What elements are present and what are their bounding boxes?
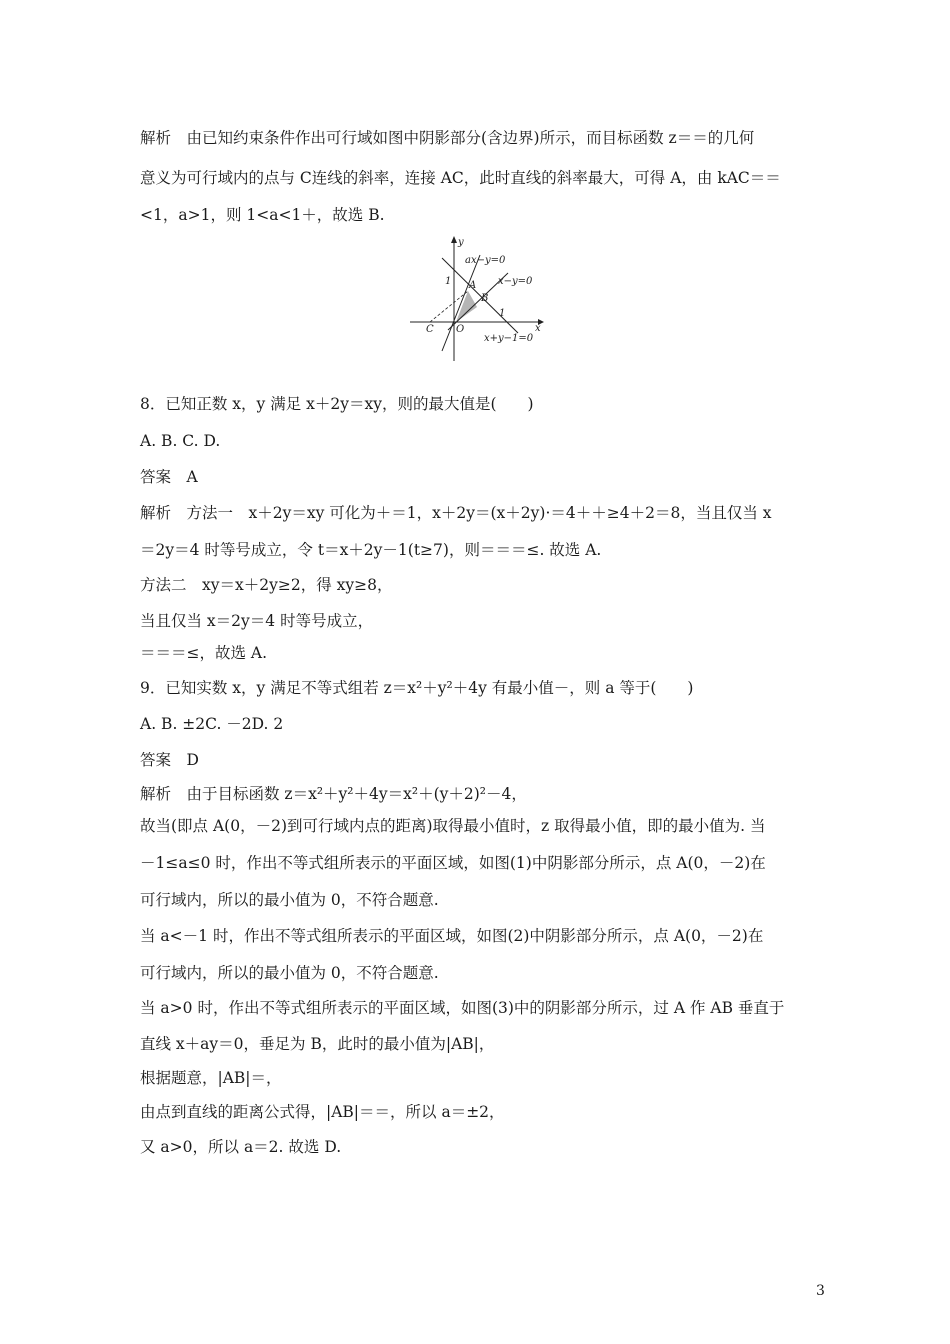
text-line: 根据题意，|AB|＝， <box>140 1069 282 1087</box>
figure-label: B <box>481 293 489 304</box>
page-number: 3 <box>816 1283 825 1299</box>
text-line: ＝2y＝4 时等号成立，令 t＝x＋2y－1(t≥7)，则＝＝＝≤. 故选 A. <box>140 541 602 559</box>
figure-label: x+y−1=0 <box>484 333 534 344</box>
figure-label: x−y=0 <box>498 276 533 287</box>
text-line: 可行域内，所以的最小值为 0，不符合题意. <box>140 964 439 982</box>
text-line: 可行域内，所以的最小值为 0，不符合题意. <box>140 891 439 909</box>
text-line: 由点到直线的距离公式得，|AB|＝＝，所以 a＝±2， <box>140 1103 505 1121</box>
text-line: 9．已知实数 x，y 满足不等式组若 z＝x²＋y²＋4y 有最小值－，则 a 等于( ) <box>140 679 694 697</box>
text-line: 当且仅当 x＝2y＝4 时等号成立， <box>140 612 374 630</box>
text-line: 解析 由已知约束条件作出可行域如图中阴影部分(含边界)所示，而目标函数 z＝＝的几何 <box>140 129 755 147</box>
text-line: 8．已知正数 x，y 满足 x＋2y＝xy，则的最大值是( ) <box>140 395 534 413</box>
figure-label: C <box>426 324 434 335</box>
figure-label: A <box>469 280 477 291</box>
text-line: 方法二 xy＝x＋2y≥2，得 xy≥8， <box>140 576 393 594</box>
text-line: 又 a>0，所以 a＝2. 故选 D. <box>140 1138 342 1156</box>
text-line: 答案 D <box>140 751 199 769</box>
text-line: ＝＝＝≤，故选 A. <box>140 644 268 662</box>
figure-label: 1 <box>445 276 452 287</box>
figure-label: 1 <box>499 308 506 319</box>
text-line: <1，a>1，则 1<a<1＋，故选 B. <box>140 206 385 224</box>
text-line: A. B. ±2C. －2D. 2 <box>140 715 284 733</box>
figure-label: x <box>535 323 541 334</box>
text-line: 解析 由于目标函数 z＝x²＋y²＋4y＝x²＋(y＋2)²－4， <box>140 785 527 803</box>
text-line: 当 a<－1 时，作出不等式组所表示的平面区域，如图(2)中阴影部分所示，点 A(0，－2)在 <box>140 927 764 945</box>
figure-label: y <box>458 237 464 248</box>
figure-label: ax−y=0 <box>465 255 506 266</box>
text-line: 当 a>0 时，作出不等式组所表示的平面区域，如图(3)中的阴影部分所示，过 A 作 AB 垂直于 <box>140 999 785 1017</box>
feasible-region-figure <box>408 233 548 363</box>
text-line: 答案 A <box>140 468 198 486</box>
text-line: 直线 x＋ay＝0，垂足为 B，此时的最小值为|AB|， <box>140 1035 495 1053</box>
text-line: 解析 方法一 x＋2y＝xy 可化为＋＝1，x＋2y＝(x＋2y)·＝4＋＋≥4＋2＝8，当且仅当 x <box>140 504 772 522</box>
text-line: A. B. C. D. <box>140 432 221 450</box>
text-line: 意义为可行域内的点与 C连线的斜率，连接 AC，此时直线的斜率最大，可得 A，由 kAC＝＝ <box>140 169 781 187</box>
figure-label: O <box>456 324 465 335</box>
text-line: 故当(即点 A(0，－2)到可行域内点的距离)取得最小值时，z 取得最小值，即的最小值为. 当 <box>140 817 766 835</box>
text-line: －1≤a≤0 时，作出不等式组所表示的平面区域，如图(1)中阴影部分所示，点 A(0，－2)在 <box>140 854 766 872</box>
y-axis-arrow <box>451 236 457 243</box>
